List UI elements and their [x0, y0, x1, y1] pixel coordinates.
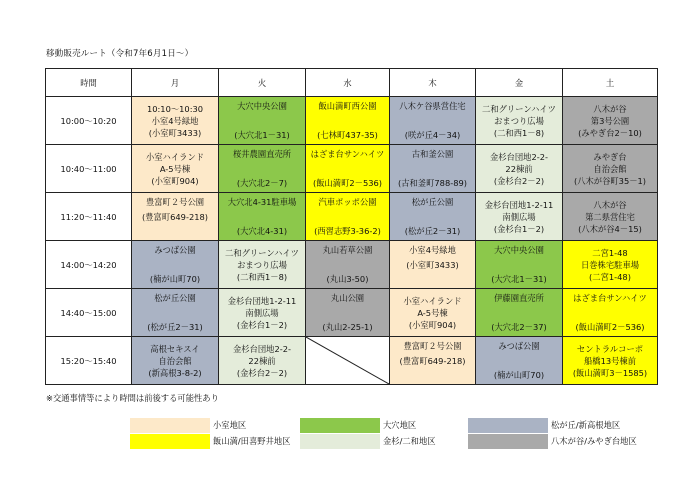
stop-name: 豊富町２号公園 — [145, 197, 205, 207]
stop-cell-content — [390, 289, 475, 336]
stop-detail: (小室町3433) — [406, 259, 459, 270]
header-day: 木 — [390, 69, 476, 97]
stop-name: 桜井農園直売所 — [232, 149, 292, 159]
stop-name: 大穴北4-31駐車場 — [227, 197, 297, 207]
stop-detail: A-5号棟 — [417, 307, 448, 318]
stop-detail: 船橋13号棟前 — [583, 355, 637, 366]
table-row — [46, 241, 658, 289]
stop-cell — [476, 145, 563, 193]
stop-cell-content — [476, 97, 562, 144]
stop-address: (飯山満町2－536) — [575, 322, 645, 332]
stop-address: (松が丘2－31) — [147, 322, 203, 332]
stop-cell-content — [219, 193, 305, 240]
stop-address: (小室町904) — [408, 319, 457, 330]
stop-name: セントラルコーポ — [576, 343, 644, 354]
stop-address: (小室町3433) — [148, 127, 202, 138]
legend-swatch — [130, 418, 210, 433]
stop-address: (二和西1－8) — [493, 127, 545, 138]
stop-cell — [563, 97, 658, 145]
empty-slot-cell — [306, 337, 390, 385]
stop-address: (小室町904) — [151, 175, 199, 186]
stop-detail: 22棟前 — [505, 163, 533, 174]
stop-address: (大穴北1－31) — [491, 274, 547, 284]
stop-cell — [563, 289, 658, 337]
header-day: 水 — [306, 69, 390, 97]
stop-cell-content — [476, 289, 562, 336]
stop-name: はざま台サンハイツ — [310, 149, 385, 159]
stop-address: (楠が山町70) — [493, 370, 545, 380]
stop-name: はざま台サンハイツ — [573, 293, 647, 303]
legend-swatch — [468, 418, 548, 433]
stop-address: (二和西1－8) — [236, 271, 288, 282]
stop-cell-content — [390, 241, 475, 288]
stop-address: (大穴北2－37) — [491, 322, 547, 332]
stop-cell-content — [563, 193, 657, 240]
stop-address: (咲が丘4－34) — [404, 130, 461, 140]
stop-address: (七林町437-35) — [317, 130, 378, 140]
stop-name: 二和グリーンハイツ — [482, 103, 556, 114]
stop-cell-content — [132, 337, 218, 384]
stop-cell-content — [563, 337, 657, 384]
stop-cell-content — [219, 241, 305, 288]
stop-detail: 南側広場 — [245, 307, 279, 318]
stop-name: みつば公園 — [498, 341, 540, 351]
header-time: 時間 — [46, 69, 132, 97]
legend-label: 大穴地区 — [383, 420, 417, 430]
stop-cell-content — [219, 337, 305, 384]
stop-cell — [390, 97, 476, 145]
stop-detail: おまつり広場 — [494, 115, 544, 126]
stop-address: (丸山2-25-1) — [322, 322, 373, 332]
stop-name: 松が丘公園 — [411, 197, 454, 207]
stop-detail: 22棟前 — [248, 355, 276, 366]
stop-name: 小室ハイランド — [403, 295, 462, 306]
stop-cell-content — [132, 241, 218, 288]
stop-cell-content — [390, 97, 475, 144]
stop-cell-content — [390, 145, 475, 192]
stop-cell — [476, 289, 563, 337]
header-day: 金 — [476, 69, 563, 97]
stop-address: (飯山満町3－1585) — [572, 367, 648, 378]
stop-cell-content — [563, 289, 657, 336]
stop-address: (飯山満町2－536) — [312, 178, 383, 188]
legend-swatch — [300, 434, 380, 449]
stop-cell — [390, 337, 476, 385]
stop-name: 金杉台団地2-2- — [232, 343, 292, 354]
stop-cell — [306, 145, 390, 193]
stop-name: 八木が谷 — [593, 103, 627, 114]
diagonal-slash — [306, 337, 389, 384]
stop-cell — [563, 193, 658, 241]
stop-name: 小室4号緑地 — [409, 245, 456, 255]
stop-cell — [219, 289, 306, 337]
stop-cell — [219, 337, 306, 385]
time-cell: 10:00～10:20 — [46, 97, 132, 145]
stop-detail: 第3号公園 — [590, 115, 630, 126]
stop-detail: 日巻株宅駐車場 — [580, 259, 640, 270]
table-row — [46, 145, 658, 193]
stop-name: 二和グリーンハイツ — [225, 247, 299, 258]
stop-address: (金杉台2－2) — [236, 367, 288, 378]
stop-name: 二宮1-48 — [592, 247, 628, 258]
stop-address: (二宮1-48) — [589, 271, 631, 282]
stop-address: (金杉台2－2) — [493, 175, 545, 186]
stop-cell — [563, 241, 658, 289]
stop-cell-content — [306, 193, 389, 240]
legend-swatch — [300, 418, 380, 433]
stop-cell — [390, 289, 476, 337]
legend-label: 金杉/二和地区 — [383, 436, 436, 446]
stop-cell-content — [132, 193, 218, 240]
stop-cell — [476, 241, 563, 289]
stop-name: 八木が谷 — [593, 199, 627, 210]
stop-name: 金杉台団地2-2- — [489, 151, 549, 162]
stop-name: 古和釜公園 — [411, 149, 454, 159]
stop-cell — [563, 145, 658, 193]
stop-address: (金杉台1－2) — [493, 223, 545, 234]
stop-detail: 自治会館 — [158, 355, 192, 366]
time-cell: 11:20～11:40 — [46, 193, 132, 241]
stop-cell-content — [563, 145, 657, 192]
stop-cell-content — [219, 97, 305, 144]
table-row — [46, 193, 658, 241]
stop-name: 大穴中央公園 — [494, 245, 544, 255]
stop-address: (丸山3-50) — [326, 274, 369, 284]
schedule-table — [45, 68, 658, 385]
stop-cell — [219, 97, 306, 145]
stop-cell — [132, 145, 219, 193]
stop-cell-content — [563, 241, 657, 288]
stop-name: 丸山若草公園 — [322, 245, 373, 255]
stop-cell — [390, 193, 476, 241]
stop-address: (金杉台1－2) — [236, 319, 288, 330]
stop-cell — [306, 97, 390, 145]
stop-name: 丸山公園 — [330, 293, 365, 303]
stop-cell-content — [563, 97, 657, 144]
stop-name: 高根セキスイ — [150, 343, 200, 354]
stop-cell — [390, 145, 476, 193]
legend-label: 小室地区 — [213, 420, 247, 430]
stop-address: (西習志野3-36-2) — [314, 226, 381, 236]
stop-cell — [132, 289, 219, 337]
stop-cell-content — [390, 337, 475, 384]
table-row — [46, 97, 658, 145]
stop-cell — [563, 337, 658, 385]
stop-name: 小室ハイランド — [145, 151, 205, 162]
stop-address: (八木が谷町35－1) — [573, 175, 647, 186]
stop-cell-content — [306, 145, 389, 192]
stop-cell — [132, 193, 219, 241]
stop-cell-content — [476, 241, 562, 288]
table-row — [46, 289, 658, 337]
stop-name: 松が丘公園 — [154, 293, 196, 303]
legend-label: 松が丘/新高根地区 — [551, 420, 621, 430]
stop-cell-content — [132, 97, 218, 144]
stop-detail: (豊富町649-218) — [141, 211, 209, 222]
stop-cell — [219, 145, 306, 193]
stop-name: 金杉台団地1-2-11 — [227, 295, 297, 306]
stop-detail: A-5号棟 — [159, 163, 191, 174]
time-cell: 14:00～14:20 — [46, 241, 132, 289]
time-cell: 10:40～11:00 — [46, 145, 132, 193]
stop-cell — [132, 337, 219, 385]
legend-swatch — [130, 434, 210, 449]
stop-cell-content — [219, 145, 305, 192]
stop-detail: おまつり広場 — [237, 259, 287, 270]
stop-name: 伊藤園直売所 — [494, 293, 544, 303]
stop-cell — [132, 97, 219, 145]
stop-cell-content — [476, 337, 562, 384]
stop-address: (古和釜町788-89) — [397, 178, 468, 188]
stop-name: 汽車ポッポ公園 — [318, 197, 377, 207]
traffic-note: ※交通事情等により時間は前後する可能性あり — [46, 393, 219, 403]
stop-name: みつば公園 — [154, 245, 196, 255]
stop-name: 豊富町２号公園 — [403, 341, 462, 351]
stop-cell — [476, 193, 563, 241]
stop-cell-content — [306, 289, 389, 336]
stop-address: (新高根3-8-2) — [148, 367, 202, 378]
stop-name: 飯山満町西公園 — [318, 101, 377, 111]
time-cell: 15:20～15:40 — [46, 337, 132, 385]
stop-cell-content — [132, 145, 218, 192]
legend-swatch — [468, 434, 548, 449]
header-day: 月 — [132, 69, 219, 97]
stop-detail: (豊富町649-218) — [399, 355, 466, 366]
stop-cell-content — [132, 289, 218, 336]
stop-cell — [306, 289, 390, 337]
stop-name: みやぎ台 — [593, 151, 627, 162]
stop-name: 10:10～10:30 — [146, 103, 204, 114]
stop-detail: 第二県営住宅 — [585, 211, 635, 222]
stop-cell — [390, 241, 476, 289]
stop-address: (大穴北1－31) — [234, 130, 290, 140]
stop-cell — [132, 241, 219, 289]
stop-cell-content — [306, 97, 389, 144]
stop-address: (楠が山町70) — [149, 274, 201, 284]
header-row — [46, 69, 658, 97]
stop-address: (松が丘2－31) — [404, 226, 461, 236]
header-day: 土 — [563, 69, 658, 97]
stop-cell — [219, 241, 306, 289]
header-day: 火 — [219, 69, 306, 97]
stop-cell-content — [476, 193, 562, 240]
stop-cell — [219, 193, 306, 241]
stop-detail: 自治会館 — [593, 163, 627, 174]
legend-label: 八木が谷/みやぎ台地区 — [551, 436, 637, 446]
table-row — [46, 337, 658, 385]
stop-address: (みやぎ台2－10) — [578, 127, 642, 138]
stop-address: (大穴北2－7) — [236, 178, 288, 188]
stop-name: 八木ケ谷県営住宅 — [399, 101, 466, 111]
stop-address: (八木が谷4－15) — [578, 223, 642, 234]
stop-cell — [476, 337, 563, 385]
time-cell: 14:40～15:00 — [46, 289, 132, 337]
legend-label: 飯山満/田喜野井地区 — [213, 436, 291, 446]
stop-name: 金杉台団地1-2-11 — [484, 199, 554, 210]
stop-cell-content — [390, 193, 475, 240]
stop-address: (大穴北4-31) — [236, 226, 288, 236]
stop-cell-content — [476, 145, 562, 192]
stop-cell-content — [306, 241, 389, 288]
stop-cell — [306, 193, 390, 241]
stop-detail: 小室4号緑地 — [151, 115, 199, 126]
stop-detail: 南側広場 — [502, 211, 536, 222]
page-title: 移動販売ルート（令和7年6月1日～） — [46, 49, 194, 59]
stop-cell — [476, 97, 563, 145]
stop-cell — [306, 241, 390, 289]
stop-name: 大穴中央公園 — [237, 101, 287, 111]
stop-cell-content — [219, 289, 305, 336]
